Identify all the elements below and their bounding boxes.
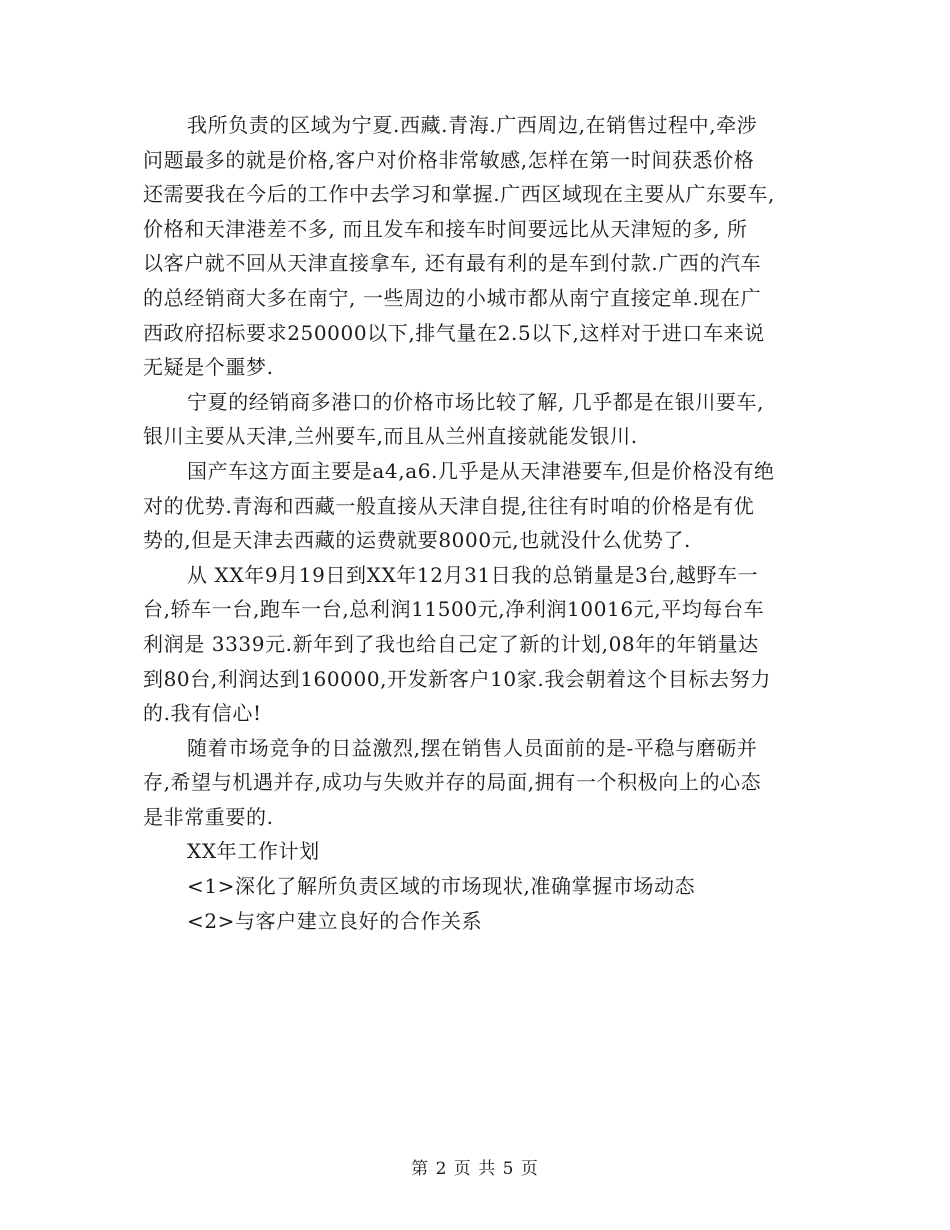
text-line: 到80台,利润达到160000,开发新客户10家.我会朝着这个目标去努力	[143, 666, 771, 691]
text-line: 势的,但是天津去西藏的运费就要8000元,也就没什么优势了.	[143, 528, 691, 553]
text-line: 宁夏的经销商多港口的价格市场比较了解, 几乎都是在银川要车,	[187, 389, 765, 414]
text-line: 台,轿车一台,跑车一台,总利润11500元,净利润10016元,平均每台车	[143, 597, 765, 622]
text-line: 无疑是个噩梦.	[143, 355, 274, 380]
plan-item: <1>深化了解所负责区域的市场现状,准确掌握市场动态	[187, 874, 696, 899]
text-line: 是非常重要的.	[143, 804, 274, 829]
plan-item: <2>与客户建立良好的合作关系	[187, 908, 483, 933]
text-line: 的总经销商大多在南宁, 一些周边的小城市都从南宁直接定单.现在广	[143, 285, 762, 310]
text-line: 还需要我在今后的工作中去学习和掌握.广西区域现在主要从广东要车,	[143, 182, 775, 207]
section-heading: XX年工作计划	[187, 839, 320, 864]
text-line: 对的优势.青海和西藏一般直接从天津自提,往往有时咱的价格是有优	[143, 493, 755, 518]
text-line: 从 XX年9月19日到XX年12月31日我的总销量是3台,越野车一	[187, 562, 759, 587]
text-line: 银川主要从天津,兰州要车,而且从兰州直接就能发银川.	[143, 424, 638, 449]
text-line: 问题最多的就是价格,客户对价格非常敏感,怎样在第一时间获悉价格	[143, 147, 755, 172]
text-line: 的.我有信心!	[143, 701, 262, 726]
text-line: 国产车这方面主要是a4,a6.几乎是从天津港要车,但是价格没有绝	[187, 458, 775, 483]
text-line: 以客户就不回从天津直接拿车, 还有最有利的是车到付款.广西的汽车	[143, 251, 762, 276]
text-line: 价格和天津港差不多, 而且发车和接车时间要远比从天津短的多, 所	[143, 216, 748, 241]
text-line: 我所负责的区域为宁夏.西藏.青海.广西周边,在销售过程中,牵涉	[187, 113, 758, 137]
page-number-footer: 第 2 页 共 5 页	[411, 1159, 539, 1179]
text-line: 存,希望与机遇并存,成功与失败并存的局面,拥有一个积极向上的心态	[143, 770, 762, 795]
document-body	[143, 108, 815, 938]
text-line: 利润是 3339元.新年到了我也给自己定了新的计划,08年的年销量达	[143, 631, 759, 656]
text-line: 西政府招标要求250000以下,排气量在2.5以下,这样对于进口车来说	[143, 320, 765, 345]
text-line: 随着市场竞争的日益激烈,摆在销售人员面前的是-平稳与磨砺并	[187, 735, 758, 760]
